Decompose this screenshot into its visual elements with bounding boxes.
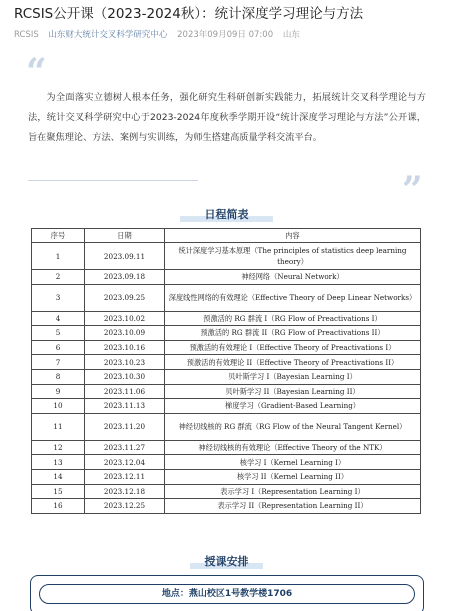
article-meta bbox=[14, 28, 307, 40]
table-cell-date: 2023.11.06 bbox=[85, 384, 165, 399]
table-row bbox=[32, 326, 421, 341]
table-cell-content: 预激活的有效理论 I（Effective Theory of Preactivations I） bbox=[165, 340, 421, 355]
table-row bbox=[32, 399, 421, 414]
table-row bbox=[32, 355, 421, 370]
schedule-heading-text: 日程简表 bbox=[204, 208, 249, 221]
table-cell-no: 8 bbox=[32, 369, 85, 384]
table-cell-no: 2 bbox=[32, 270, 85, 285]
table-cell-date: 2023.11.27 bbox=[85, 440, 165, 455]
table-row bbox=[32, 284, 421, 311]
table-cell-content: 统计深度学习基本原理（The principles of statistics deep learning theory） bbox=[165, 243, 421, 270]
arrangement-box bbox=[30, 575, 424, 611]
open-quote-icon: “ bbox=[26, 51, 47, 93]
table-row bbox=[32, 384, 421, 399]
table-cell-date: 2023.09.25 bbox=[85, 284, 165, 311]
table-cell-no: 14 bbox=[32, 469, 85, 484]
table-cell-no: 6 bbox=[32, 340, 85, 355]
table-cell-no: 5 bbox=[32, 326, 85, 341]
table-cell-no: 11 bbox=[32, 413, 85, 440]
table-cell-no: 9 bbox=[32, 384, 85, 399]
table-cell-date: 2023.12.18 bbox=[85, 484, 165, 499]
table-cell-content: 核学习 II（Kernel Learning II） bbox=[165, 469, 421, 484]
table-header-row bbox=[32, 229, 421, 243]
table-cell-date: 2023.11.20 bbox=[85, 413, 165, 440]
table-cell-no: 4 bbox=[32, 311, 85, 326]
column-header: 序号 bbox=[32, 229, 85, 243]
table-cell-content: 神经切线核的有效理论（Effective Theory of the NTK） bbox=[165, 440, 421, 455]
table-row bbox=[32, 469, 421, 484]
table-row bbox=[32, 484, 421, 499]
intro-paragraph bbox=[28, 88, 426, 148]
arrangement-heading bbox=[0, 550, 453, 569]
meta-account: RCSIS bbox=[14, 30, 39, 40]
column-header: 日期 bbox=[85, 229, 165, 243]
table-row bbox=[32, 440, 421, 455]
table-cell-content: 神经网络（Neural Network） bbox=[165, 270, 421, 285]
table-cell-date: 2023.10.02 bbox=[85, 311, 165, 326]
schedule-heading bbox=[0, 203, 453, 222]
table-row bbox=[32, 499, 421, 514]
arrangement-heading-text: 授课安排 bbox=[204, 555, 249, 568]
table-cell-no: 16 bbox=[32, 499, 85, 514]
table-row bbox=[32, 243, 421, 270]
table-cell-content: 深度线性网络的有效理论（Effective Theory of Deep Linear Networks） bbox=[165, 284, 421, 311]
table-cell-content: 表示学习 I（Representation Learning I） bbox=[165, 484, 421, 499]
table-cell-date: 2023.12.04 bbox=[85, 455, 165, 470]
table-cell-date: 2023.09.18 bbox=[85, 270, 165, 285]
table-cell-content: 核学习 I（Kernel Learning I） bbox=[165, 455, 421, 470]
table-cell-content: 贝叶斯学习 I（Bayesian Learning I） bbox=[165, 369, 421, 384]
table-cell-no: 3 bbox=[32, 284, 85, 311]
intro-divider bbox=[28, 180, 198, 181]
table-cell-date: 2023.09.11 bbox=[85, 243, 165, 270]
table-cell-no: 15 bbox=[32, 484, 85, 499]
table-row bbox=[32, 455, 421, 470]
location-pill: 地点：燕山校区1号教学楼1706 bbox=[39, 584, 415, 604]
schedule-table-body bbox=[32, 243, 421, 514]
article-title: RCSIS公开课（2023-2024秋）：统计深度学习理论与方法 bbox=[14, 6, 364, 22]
meta-datetime: 2023年09月09日 07:00 bbox=[177, 30, 274, 40]
table-cell-no: 12 bbox=[32, 440, 85, 455]
table-row bbox=[32, 369, 421, 384]
table-cell-content: 表示学习 II（Representation Learning II） bbox=[165, 499, 421, 514]
table-cell-no: 7 bbox=[32, 355, 85, 370]
table-cell-date: 2023.12.25 bbox=[85, 499, 165, 514]
meta-source-link[interactable]: 山东财大统计交叉科学研究中心 bbox=[48, 30, 168, 40]
table-row bbox=[32, 311, 421, 326]
table-cell-no: 1 bbox=[32, 243, 85, 270]
table-cell-date: 2023.10.09 bbox=[85, 326, 165, 341]
table-row bbox=[32, 270, 421, 285]
table-cell-date: 2023.10.30 bbox=[85, 369, 165, 384]
table-cell-content: 神经切线核的 RG 群流（RG Flow of the Neural Tangent Kernel） bbox=[165, 413, 421, 440]
table-cell-date: 2023.12.11 bbox=[85, 469, 165, 484]
table-cell-content: 预激活的 RG 群流 II（RG Flow of Preactivations II） bbox=[165, 326, 421, 341]
table-cell-date: 2023.11.13 bbox=[85, 399, 165, 414]
table-cell-content: 预激活的有效理论 II（Effective Theory of Preactivations II） bbox=[165, 355, 421, 370]
table-cell-no: 10 bbox=[32, 399, 85, 414]
table-cell-content: 梯度学习（Gradient-Based Learning） bbox=[165, 399, 421, 414]
table-cell-date: 2023.10.16 bbox=[85, 340, 165, 355]
table-cell-date: 2023.10.23 bbox=[85, 355, 165, 370]
meta-location: 山东 bbox=[282, 30, 300, 40]
table-cell-content: 贝叶斯学习 II（Bayesian Learning II） bbox=[165, 384, 421, 399]
table-cell-content: 预激活的 RG 群流 I（RG Flow of Preactivations I） bbox=[165, 311, 421, 326]
close-quote-icon: ” bbox=[402, 169, 423, 211]
table-row bbox=[32, 340, 421, 355]
schedule-table bbox=[31, 228, 421, 514]
column-header: 内容 bbox=[165, 229, 421, 243]
table-row bbox=[32, 413, 421, 440]
intro-text: 为全面落实立德树人根本任务，强化研究生科研创新实践能力，拓展统计交叉科学理论与方法，统计交叉科学研究中心于2023-2024年度秋季学期开设“统计深度学习理论与方法”公开课，旨在聚焦理论、方法、案例与实训练，为师生搭建高质量学科交流平台。 bbox=[28, 92, 426, 143]
table-cell-no: 13 bbox=[32, 455, 85, 470]
